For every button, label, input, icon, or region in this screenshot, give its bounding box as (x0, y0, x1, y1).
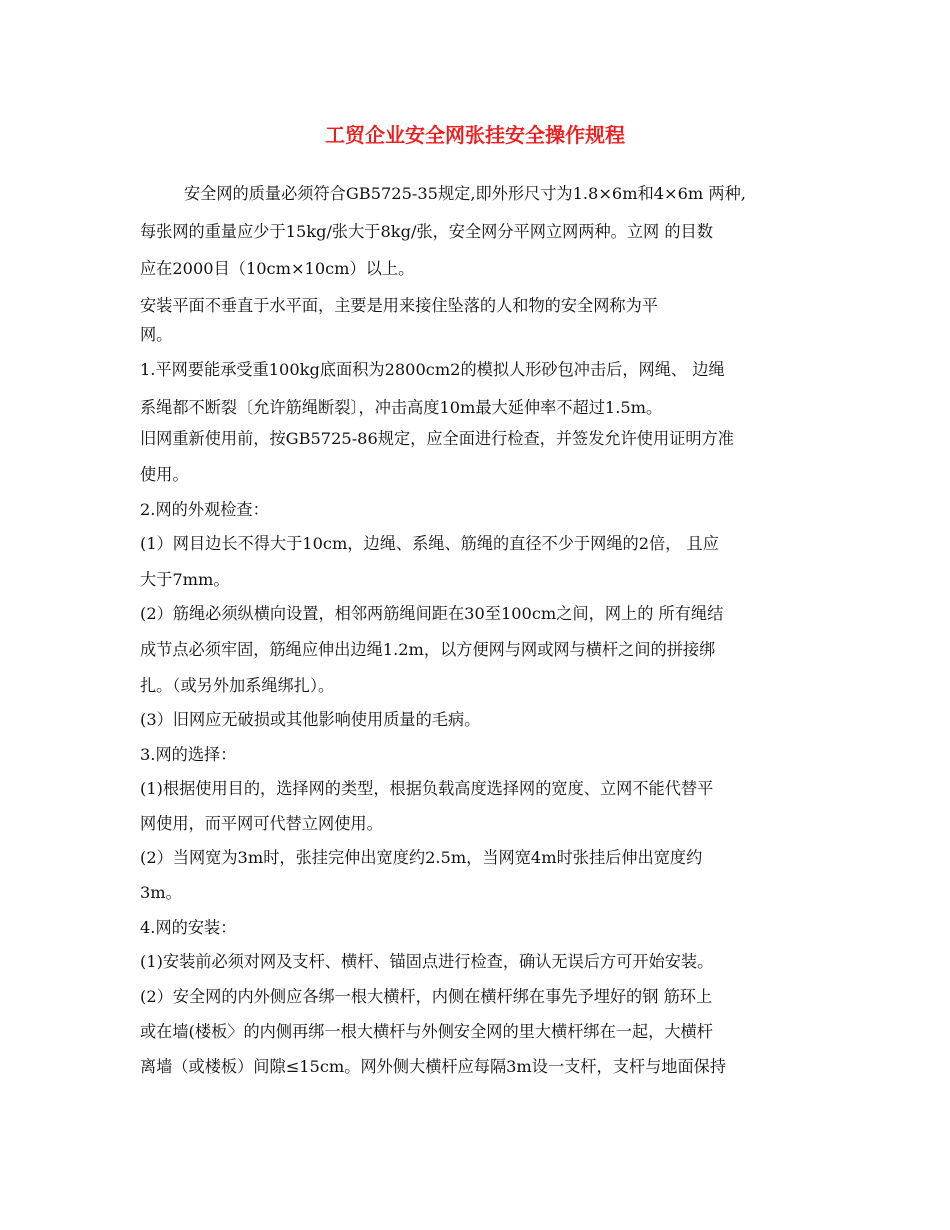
body-line: 扎。（或另外加系绳绑扎）。 (140, 676, 335, 695)
body-line: (2）当网宽为3m时，张挂完伸出宽度约2.5m，当网宽4m时张挂后伸出宽度约 (140, 848, 703, 867)
body-line: 应在2000目（10cm×10cm）以上。 (140, 259, 415, 278)
body-line: 网使用，而平网可代替立网使用。 (140, 814, 383, 833)
body-line: 安装平面不垂直于水平面，主要是用来接住坠落的人和物的安全网称为平 (140, 296, 658, 315)
body-line: (3）旧网应无破损或其他影响使用质量的毛病。 (140, 710, 481, 729)
body-line: 成节点必须牢固，筋绳应伸出边绳1.2m，以方便网与网或网与横杆之间的拼接绑 (140, 640, 716, 659)
body-line: (1)根据使用目的，选择网的类型，根据负载高度选择网的宽度、立网不能代替平 (140, 779, 714, 798)
body-line: 3.网的选择： (140, 745, 237, 764)
body-line: 3m。 (140, 883, 182, 902)
body-line: 4.网的安装： (140, 918, 237, 937)
body-line: 2.网的外观检查： (140, 500, 269, 519)
body-line: 1.平网要能承受重100kg底面积为2800cm2的模拟人形砂包冲击后，网绳、 边绳 (140, 360, 725, 379)
body-line: (2）安全网的内外侧应各绑一根大横杆，内侧在横杆绑在事先予埋好的钢 筋环上 (140, 987, 713, 1006)
body-line: 安全网的质量必须符合GB5725-35规定,即外形尺寸为1.8×6m和4×6m 两种, (184, 184, 746, 203)
body-line: 网。 (140, 325, 173, 344)
body-line: 大于7mm。 (140, 570, 230, 589)
body-line: (2）筋绳必须纵横向设置，相邻两筋绳间距在30至100cm之间，网上的 所有绳结 (140, 604, 724, 623)
document-title: 工贸企业安全网张挂安全操作规程 (325, 123, 625, 147)
body-line: 系绳都不断裂〔允许筋绳断裂〕，冲击高度10m最大延伸率不超过1.5m。 (140, 398, 663, 417)
body-line: 离墙（或楼板）间隙≤15cm。网外侧大横杆应每隔3m设一支杆，支杆与地面保持 (140, 1057, 727, 1076)
body-line: 旧网重新使用前，按GB5725-86规定，应全面进行检查，并签发允许使用证明方准 (140, 429, 734, 448)
body-line: (1）网目边长不得大于10cm，边绳、系绳、筋绳的直径不少于网绳的2倍， 且应 (140, 534, 719, 553)
body-line: (1)安装前必须对网及支杆、横杆、锚固点进行检查，确认无误后方可开始安装。 (140, 952, 714, 971)
body-line: 或在墙(楼板〉的内侧再绑一根大横杆与外侧安全网的里大横杆绑在一起，大横杆 (140, 1022, 713, 1041)
body-line: 每张网的重量应少于15kg/张大于8kg/张，安全网分平网立网两种。立网 的目数 (140, 222, 713, 241)
body-line: 使用。 (140, 465, 189, 484)
